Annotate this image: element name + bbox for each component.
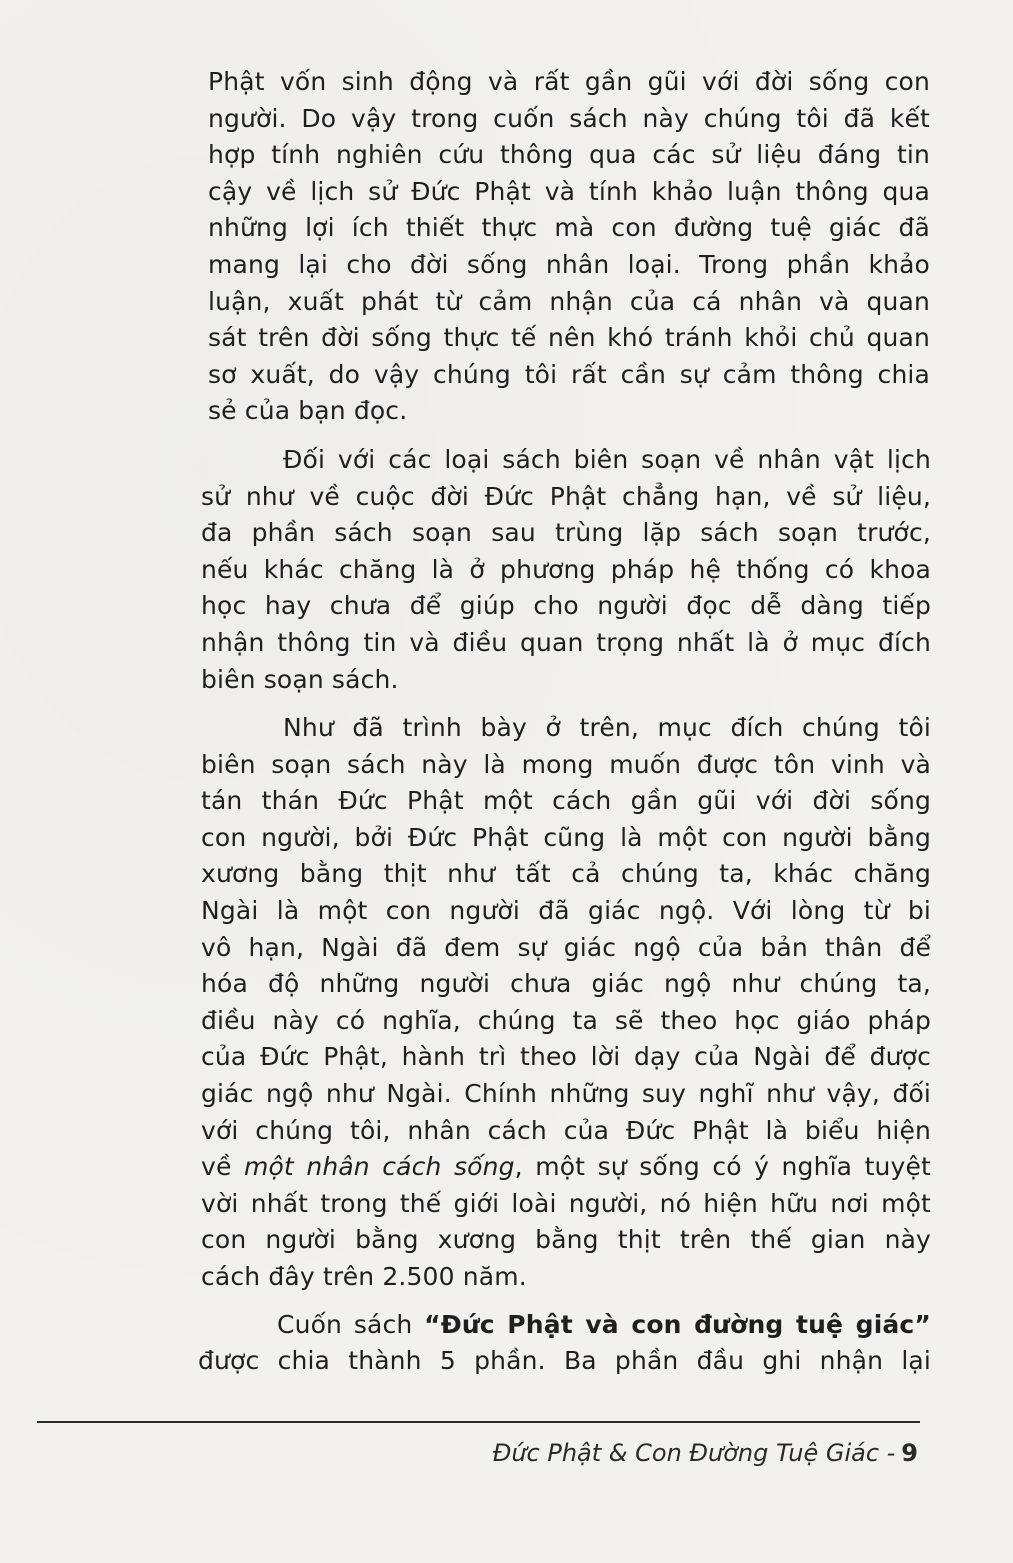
text-line: học hay chưa để giúp cho người đọc dễ dàng tiếp (201, 591, 931, 621)
page-number: 9 (901, 1439, 918, 1467)
text-line: hợp tính nghiên cứu thông qua các sử liệu đáng tin (208, 140, 930, 170)
text-line: tán thán Đức Phật một cách gần gũi với đời sống (201, 786, 931, 816)
footer-divider (37, 1421, 920, 1423)
text-line: nếu khác chăng là ở phương pháp hệ thống có khoa (201, 554, 931, 584)
text-line: biên soạn sách này là mong muốn được tôn vinh và (201, 749, 931, 779)
text-line: với chúng tôi, nhân cách của Đức Phật là biểu hiện (201, 1115, 931, 1145)
paragraph-2 (201, 442, 931, 698)
text-line: được chia thành 5 phần. Ba phần đầu ghi nhận lại (198, 1346, 931, 1376)
text-line: người. Do vậy trong cuốn sách này chúng tôi đã kết (208, 103, 930, 133)
text-line: luận, xuất phát từ cảm nhận của cá nhân và quan (208, 286, 930, 316)
body-text (198, 64, 931, 1380)
text-line: mang lại cho đời sống nhân loại. Trong phần khảo (208, 249, 930, 279)
text-line-with-emphasis (201, 1149, 931, 1186)
em-suffix: , một sự sống có ý nghĩa tuyệt (514, 1152, 931, 1182)
text-line: của Đức Phật, hành trì theo lời dạy của Ngài để được (201, 1042, 931, 1072)
text-line: con người bằng xương bằng thịt trên thế gian này (201, 1225, 931, 1255)
text-line: xương bằng thịt như tất cả chúng ta, khác chăng (201, 859, 931, 889)
sentence-prefix: Cuốn sách (277, 1309, 425, 1339)
book-title: “Đức Phật và con đường tuệ giác” (424, 1309, 931, 1339)
text-line: đa phần sách soạn sau trùng lặp sách soạn trước, (201, 518, 931, 548)
footer-title: Đức Phật & Con Đường Tuệ Giác - (492, 1439, 896, 1467)
text-line: nhận thông tin và điều quan trọng nhất là ở mục đích (201, 627, 931, 657)
paragraph-4 (198, 1307, 931, 1380)
text-line: sử như về cuộc đời Đức Phật chẳng hạn, về sử liệu, (201, 481, 931, 511)
text-line: sẻ của bạn đọc. (208, 396, 408, 426)
text-line: vời nhất trong thế giới loài người, nó hiện hữu nơi một (201, 1188, 931, 1218)
text-line: biên soạn sách. (201, 664, 399, 694)
paragraph-3 (201, 710, 931, 1296)
text-line: cậy về lịch sử Đức Phật và tính khảo luận thông qua (208, 176, 930, 206)
text-line: sơ xuất, do vậy chúng tôi rất cần sự cảm thông chia (208, 359, 930, 389)
text-line: Ngài là một con người đã giác ngộ. Với lòng từ bi (201, 896, 931, 926)
text-line: vô hạn, Ngài đã đem sự giác ngộ của bản thân để (201, 932, 931, 962)
text-line-with-book-title (198, 1307, 931, 1344)
running-footer (493, 1439, 918, 1467)
em-prefix: về (201, 1152, 244, 1182)
text-line: sát trên đời sống thực tế nên khó tránh khỏi chủ quan (208, 323, 930, 353)
text-line: điều này có nghĩa, chúng ta sẽ theo học giáo pháp (201, 1005, 931, 1035)
text-line: cách đây trên 2.500 năm. (201, 1262, 527, 1291)
text-line: Như đã trình bày ở trên, mục đích chúng tôi (283, 713, 931, 743)
text-line: giác ngộ như Ngài. Chính những suy nghĩ như vậy, đối (201, 1079, 931, 1109)
text-line: hóa độ những người chưa giác ngộ như chúng ta, (201, 969, 931, 999)
text-line: Phật vốn sinh động và rất gần gũi với đời sống con (208, 67, 930, 96)
paragraph-1 (201, 64, 930, 430)
text-line: con người, bởi Đức Phật cũng là một con người bằng (201, 822, 931, 852)
text-line: Đối với các loại sách biên soạn về nhân vật lịch (283, 444, 931, 474)
emphasis-text: một nhân cách sống (243, 1152, 515, 1182)
text-line: những lợi ích thiết thực mà con đường tuệ giác đã (208, 213, 930, 243)
